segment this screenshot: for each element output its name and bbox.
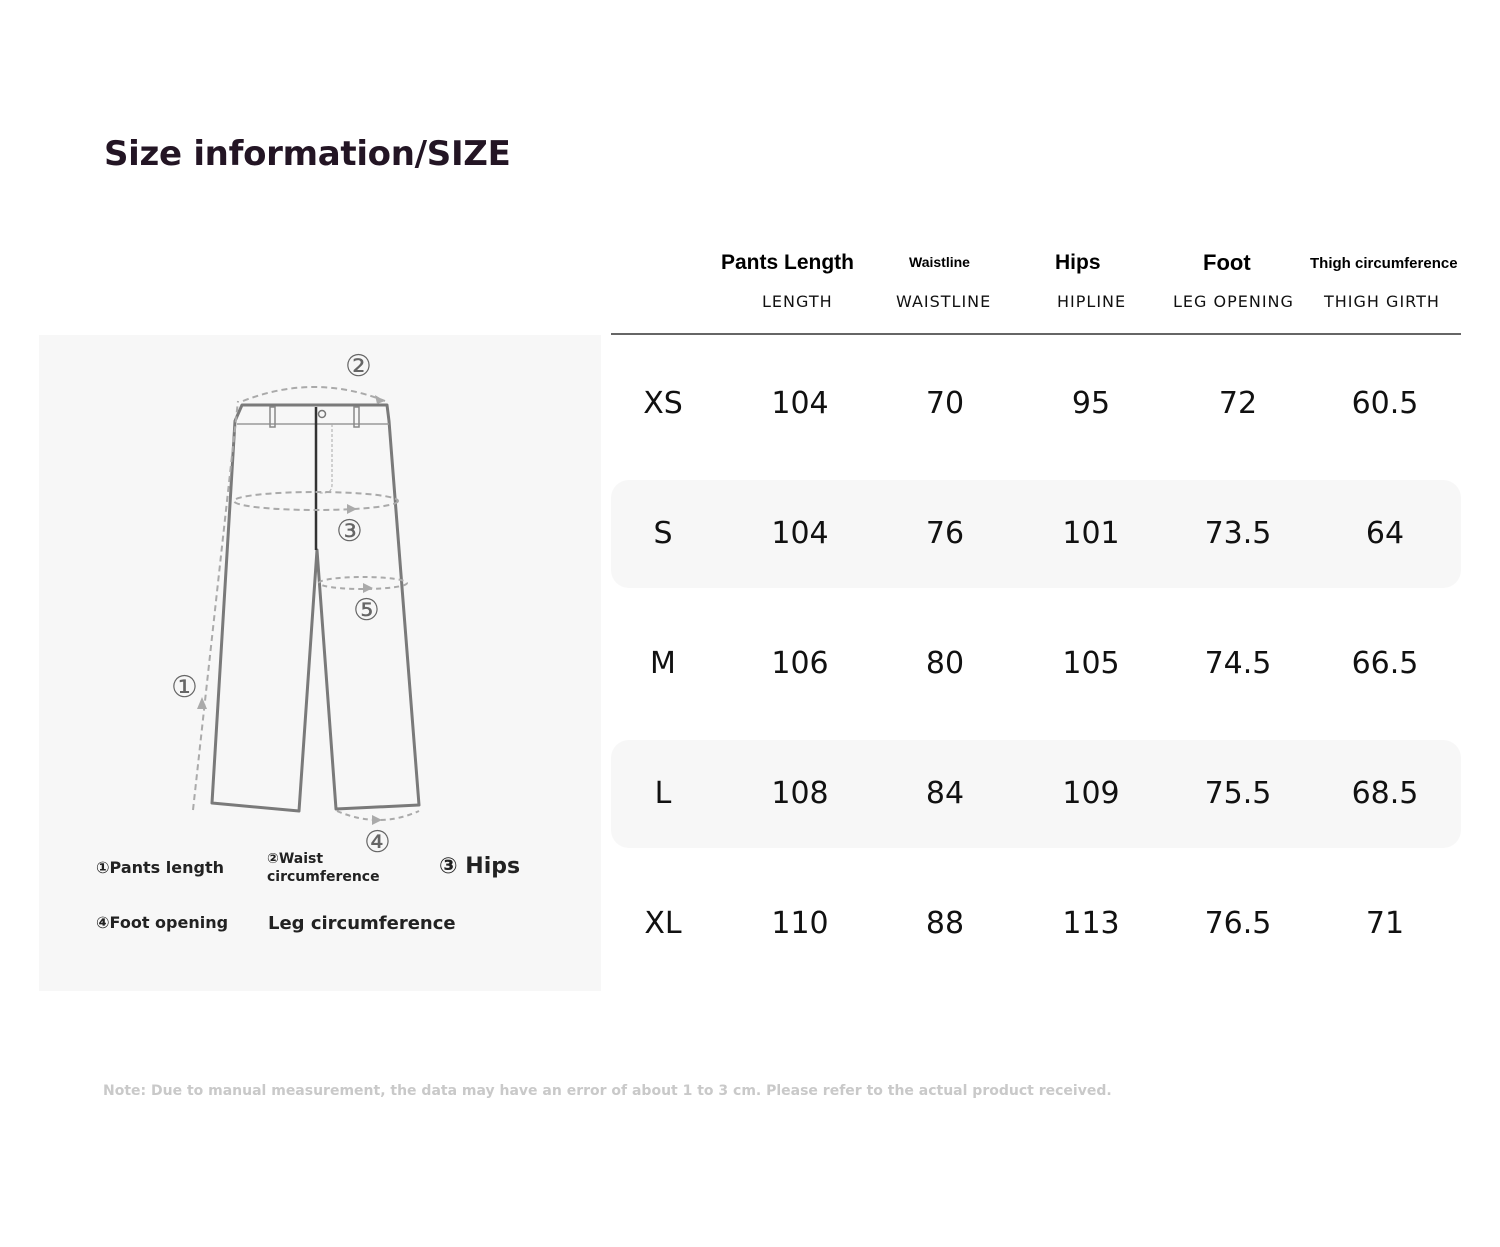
column-subheader-leg-opening: LEG OPENING xyxy=(1173,292,1294,311)
value-waistline: 70 xyxy=(925,386,965,421)
column-subheader-waistline: WAISTLINE xyxy=(896,292,992,311)
column-header-pants-length: Pants Length xyxy=(721,251,855,274)
value-length: 106 xyxy=(771,646,829,681)
value-hipline: 109 xyxy=(1062,776,1120,811)
legend-pants-length: ①Pants length xyxy=(96,858,224,877)
column-subheader-hipline: HIPLINE xyxy=(1057,292,1127,311)
size-label: L xyxy=(654,776,672,811)
value-leg-opening: 75.5 xyxy=(1204,776,1272,811)
marker-4: ④ xyxy=(364,825,391,860)
value-waistline: 76 xyxy=(925,516,965,551)
column-header-hips: Hips xyxy=(1055,251,1101,274)
value-length: 108 xyxy=(771,776,829,811)
marker-5: ⑤ xyxy=(353,593,380,628)
marker-2: ② xyxy=(345,349,372,384)
value-hipline: 113 xyxy=(1062,906,1120,941)
legend-foot-opening: ④Foot opening xyxy=(96,913,229,932)
value-leg-opening: 73.5 xyxy=(1204,516,1272,551)
table-row xyxy=(611,740,1461,848)
value-leg-opening: 72 xyxy=(1218,386,1258,421)
value-leg-opening: 74.5 xyxy=(1204,646,1272,681)
value-hipline: 101 xyxy=(1062,516,1120,551)
value-waistline: 80 xyxy=(925,646,965,681)
value-length: 104 xyxy=(771,386,829,421)
marker-1: ① xyxy=(171,670,198,705)
size-label: XS xyxy=(643,386,683,421)
pants-outline-diagram xyxy=(39,335,601,991)
table-row xyxy=(611,350,1461,458)
table-row xyxy=(611,610,1461,718)
legend-waist: ②Waist circumference xyxy=(267,851,380,885)
column-subheader-thigh-girth: THIGH GIRTH xyxy=(1324,292,1440,311)
marker-3: ③ xyxy=(336,514,363,549)
column-header-waistline: Waistline xyxy=(909,254,970,270)
column-header-foot: Foot xyxy=(1203,250,1251,275)
value-thigh-girth: 60.5 xyxy=(1351,386,1419,421)
value-thigh-girth: 66.5 xyxy=(1351,646,1419,681)
value-thigh-girth: 68.5 xyxy=(1351,776,1419,811)
header-divider xyxy=(611,333,1461,335)
page-title: Size information/SIZE xyxy=(104,134,511,174)
value-length: 104 xyxy=(771,516,829,551)
legend-leg: Leg circumference xyxy=(268,913,456,934)
table-row xyxy=(611,480,1461,588)
value-waistline: 84 xyxy=(925,776,965,811)
column-header-thigh: Thigh circumference xyxy=(1310,255,1458,272)
value-waistline: 88 xyxy=(925,906,965,941)
legend-hips: ③ Hips xyxy=(439,854,521,879)
value-hipline: 105 xyxy=(1062,646,1120,681)
value-leg-opening: 76.5 xyxy=(1204,906,1272,941)
size-label: M xyxy=(650,646,676,681)
value-thigh-girth: 64 xyxy=(1365,516,1405,551)
size-label: XL xyxy=(644,906,682,941)
size-label: S xyxy=(653,516,673,551)
pants-diagram-panel xyxy=(39,335,601,991)
value-length: 110 xyxy=(771,906,829,941)
table-row xyxy=(611,870,1461,978)
column-subheader-length: LENGTH xyxy=(762,292,833,311)
value-hipline: 95 xyxy=(1071,386,1111,421)
measurement-note: Note: Due to manual measurement, the data may have an error of about 1 to 3 cm. Please refer to the actual product received. xyxy=(103,1083,1112,1099)
value-thigh-girth: 71 xyxy=(1365,906,1405,941)
